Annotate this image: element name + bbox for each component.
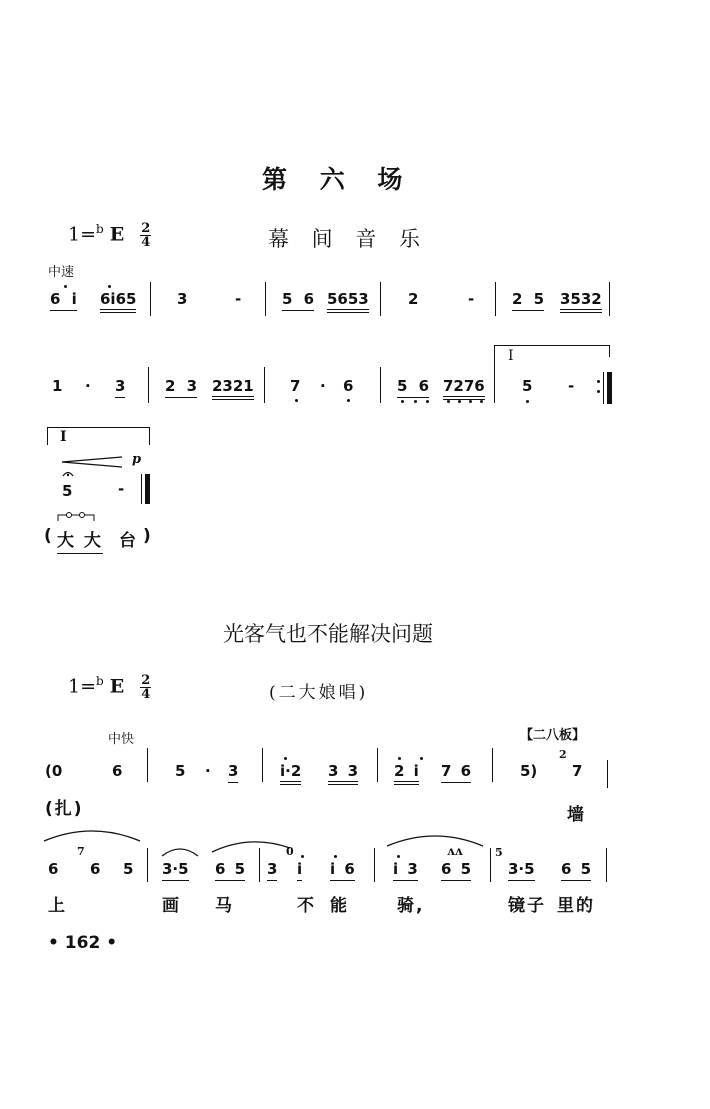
low-octave-dot bbox=[414, 400, 417, 403]
barline bbox=[495, 282, 496, 316]
barline bbox=[147, 748, 148, 782]
percussion-tai: 台 bbox=[119, 531, 138, 551]
tempo-mark: 中快 bbox=[108, 732, 135, 747]
dynamic-mark: p bbox=[132, 452, 142, 467]
volta-label: I bbox=[60, 429, 67, 445]
dash: - bbox=[235, 290, 242, 308]
note: 5 bbox=[62, 482, 73, 500]
dash: - bbox=[118, 480, 125, 498]
grace-note: 2 bbox=[559, 748, 567, 761]
volta-bracket bbox=[47, 427, 48, 445]
lyric: 能 bbox=[330, 896, 349, 916]
note-group: 3·5 bbox=[508, 860, 535, 881]
barline bbox=[265, 282, 266, 316]
lyric: 上 bbox=[48, 896, 67, 916]
lyric: 不 bbox=[297, 896, 316, 916]
note: 3 bbox=[177, 290, 188, 308]
note: 2 bbox=[408, 290, 419, 308]
note-group: 7276 bbox=[443, 377, 485, 400]
grace-note: 7 bbox=[77, 845, 85, 858]
repeat-dot bbox=[597, 380, 600, 383]
note-group: 6 5 bbox=[215, 860, 245, 881]
dot-extension: · bbox=[320, 377, 326, 395]
barline bbox=[374, 848, 375, 882]
barline bbox=[147, 848, 148, 882]
scene-title: 第 六 场 bbox=[262, 165, 415, 194]
barline bbox=[264, 367, 265, 403]
lyric: 镜子 bbox=[508, 896, 546, 916]
scene-subtitle: 幕 间 音 乐 bbox=[268, 227, 429, 251]
lyric: 墙 bbox=[567, 805, 586, 825]
note: 6 bbox=[112, 762, 123, 780]
note-group: 5 6 bbox=[282, 290, 314, 311]
barline bbox=[490, 848, 491, 882]
note-group: 2 5 bbox=[512, 290, 544, 311]
note: 3 bbox=[267, 860, 277, 881]
note-group: i·2 bbox=[280, 762, 301, 785]
key-prefix: 1= bbox=[68, 223, 97, 246]
high-octave-dot bbox=[284, 757, 287, 760]
barline bbox=[148, 367, 149, 403]
note-group: 5 6 bbox=[397, 377, 429, 398]
flat-sign: b bbox=[96, 674, 104, 689]
barline bbox=[262, 748, 263, 782]
note: 6 bbox=[343, 377, 354, 395]
time-signature: $\frac{2}{4}$ bbox=[141, 673, 151, 702]
note-group: 7 6 bbox=[441, 762, 471, 783]
low-octave-dot bbox=[526, 400, 529, 403]
dot-extension: · bbox=[85, 377, 91, 395]
note: 6 bbox=[48, 860, 59, 878]
fermata-icon bbox=[62, 469, 74, 477]
dash: - bbox=[568, 377, 575, 395]
barline bbox=[494, 345, 495, 403]
note-group: 6 5 bbox=[561, 860, 591, 881]
note-group: 3 3 bbox=[328, 762, 358, 785]
low-octave-dot bbox=[447, 400, 450, 403]
page-number: • 162 • bbox=[48, 933, 118, 953]
barline bbox=[377, 748, 378, 782]
note: 1 bbox=[52, 377, 63, 395]
note: 7 bbox=[290, 377, 301, 395]
low-octave-dot bbox=[458, 400, 461, 403]
slur-icon bbox=[42, 825, 142, 845]
dot-extension: · bbox=[205, 762, 211, 780]
note-group: i 3 bbox=[393, 860, 418, 881]
volta-bracket bbox=[149, 427, 150, 445]
high-octave-dot bbox=[301, 855, 304, 858]
note-group: 6 i bbox=[50, 290, 77, 311]
key-letter: E bbox=[109, 223, 125, 246]
grace-note: 5 bbox=[495, 846, 503, 859]
volta-label: I bbox=[508, 348, 514, 364]
mordent-icon: ʌʌ bbox=[447, 844, 463, 858]
barline bbox=[603, 372, 604, 404]
slur-icon bbox=[385, 830, 485, 850]
flat-sign: b bbox=[96, 222, 104, 237]
barline bbox=[380, 282, 381, 316]
note: i bbox=[297, 860, 302, 881]
note-group: 5653 bbox=[327, 290, 369, 313]
volta-bracket bbox=[47, 427, 150, 428]
slur-icon bbox=[210, 838, 292, 854]
lyric: 里的 bbox=[557, 896, 595, 916]
barline bbox=[259, 848, 260, 882]
note: (0 bbox=[45, 762, 63, 780]
grace-note: 0 bbox=[286, 845, 294, 858]
key-signature bbox=[68, 222, 151, 249]
high-octave-dot bbox=[420, 757, 423, 760]
barline bbox=[150, 282, 151, 316]
final-barline bbox=[145, 474, 150, 504]
barline bbox=[380, 367, 381, 403]
percussion-open: ( bbox=[44, 526, 54, 546]
low-octave-dot bbox=[426, 400, 429, 403]
time-signature: $\frac{2}{4}$ bbox=[141, 221, 151, 250]
key-signature bbox=[68, 674, 151, 701]
percussion-close: ) bbox=[143, 526, 153, 546]
note: 3 bbox=[115, 377, 125, 398]
note: 5) bbox=[520, 762, 538, 780]
lyric: 画 bbox=[162, 896, 181, 916]
low-octave-dot bbox=[295, 399, 298, 402]
barline bbox=[607, 760, 608, 788]
note: 6 bbox=[90, 860, 101, 878]
dash: - bbox=[468, 290, 475, 308]
lyric: 马 bbox=[215, 896, 234, 916]
low-octave-dot bbox=[469, 400, 472, 403]
high-octave-dot bbox=[398, 757, 401, 760]
note-group: 2321 bbox=[212, 377, 254, 400]
key-prefix: 1= bbox=[68, 675, 97, 698]
barline bbox=[606, 848, 607, 882]
note-group: 6i65 bbox=[100, 290, 136, 313]
high-octave-dot bbox=[64, 285, 67, 288]
volta-bracket bbox=[494, 345, 610, 346]
high-octave-dot bbox=[108, 285, 111, 288]
note-group: 3532 bbox=[560, 290, 602, 313]
note-group: 2 3 bbox=[165, 377, 197, 398]
percussion-marks-icon bbox=[56, 512, 96, 522]
tempo-mark: 中速 bbox=[48, 265, 75, 280]
low-octave-dot bbox=[401, 400, 404, 403]
barline bbox=[609, 282, 610, 316]
barline bbox=[492, 748, 493, 782]
low-octave-dot bbox=[347, 399, 350, 402]
banshi-label: 【二八板】 bbox=[520, 728, 586, 743]
high-octave-dot bbox=[397, 855, 400, 858]
repeat-dot bbox=[597, 390, 600, 393]
note-group: 2 i bbox=[394, 762, 419, 785]
high-octave-dot bbox=[334, 855, 337, 858]
note: 5 bbox=[175, 762, 186, 780]
note: 3 bbox=[228, 762, 238, 783]
low-octave-dot bbox=[480, 400, 483, 403]
note: 7 bbox=[572, 762, 583, 780]
note-group: i 6 bbox=[330, 860, 355, 881]
note: 5 bbox=[522, 377, 533, 395]
percussion-syllables: 大 大 bbox=[57, 526, 103, 554]
singer-note: (二大娘唱) bbox=[269, 683, 369, 703]
note: 5 bbox=[123, 860, 134, 878]
slur-icon bbox=[160, 842, 200, 858]
lyric: (扎) bbox=[45, 799, 84, 819]
volta-bracket bbox=[609, 345, 610, 357]
song-title: 光客气也不能解决问题 bbox=[223, 622, 433, 646]
barline bbox=[141, 474, 142, 504]
final-barline bbox=[607, 372, 612, 404]
lyric: 骑, bbox=[397, 896, 425, 916]
note-group: 6 5 bbox=[441, 860, 471, 881]
note-group: 3·5 bbox=[162, 860, 189, 881]
key-letter: E bbox=[109, 675, 125, 698]
